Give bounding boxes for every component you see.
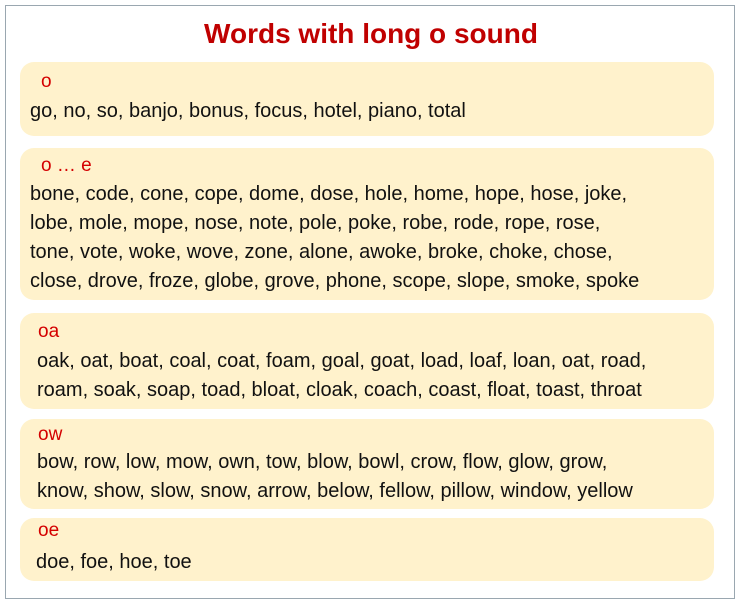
word-line: oak, oat, boat, coal, coat, foam, goal, goat, load, loaf, loan, oat, road, [37, 350, 647, 372]
group-card-ow [20, 419, 714, 509]
group-card-oa [20, 313, 714, 409]
word-list [37, 448, 633, 506]
page-title: Words with long o sound [204, 18, 538, 49]
word-line: go, no, so, banjo, bonus, focus, hotel, piano, total [30, 100, 466, 122]
group-label: oa [38, 321, 60, 342]
word-list [37, 347, 646, 405]
word-line: lobe, mole, mope, nose, note, pole, poke, robe, rode, rope, rose, [30, 212, 601, 234]
word-line: doe, foe, hoe, toe [36, 551, 192, 573]
word-line: roam, soak, soap, toad, bloat, cloak, coach, coast, float, toast, throat [37, 379, 642, 401]
word-line: bone, code, cone, cope, dome, dose, hole, home, hope, hose, joke, [30, 183, 628, 205]
group-label: o … e [41, 155, 92, 176]
group-label: o [41, 71, 52, 92]
word-line: bow, row, low, mow, own, tow, blow, bowl, crow, flow, glow, grow, [37, 451, 608, 473]
group-card-o-e [20, 148, 714, 300]
word-line: know, show, slow, snow, arrow, below, fellow, pillow, window, yellow [37, 480, 633, 502]
word-line: close, drove, froze, globe, grove, phone, scope, slope, smoke, spoke [30, 270, 640, 292]
group-card-o [20, 62, 714, 136]
word-line: tone, vote, woke, wove, zone, alone, awoke, broke, choke, chose, [30, 241, 613, 263]
word-list [36, 548, 192, 577]
word-list [30, 97, 466, 126]
group-label: oe [38, 520, 60, 541]
group-label: ow [38, 424, 63, 445]
group-card-oe [20, 518, 714, 581]
word-list [30, 180, 639, 296]
